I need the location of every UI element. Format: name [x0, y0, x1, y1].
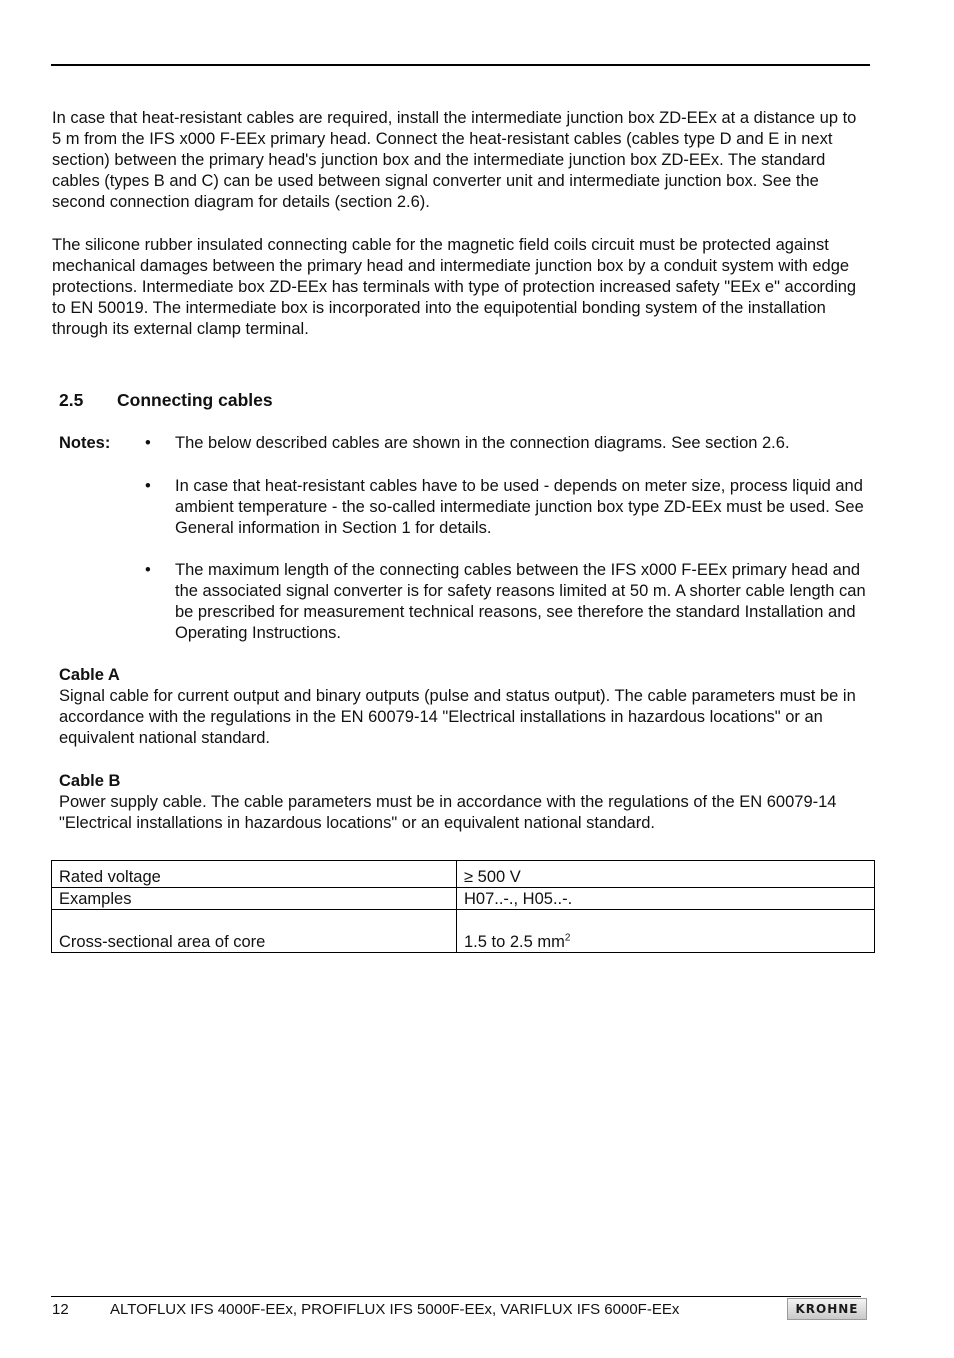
cable-a-title: Cable A	[59, 666, 120, 684]
cable-b-title: Cable B	[59, 772, 121, 790]
krohne-logo: KROHNE	[787, 1298, 867, 1320]
cable-b-spec-table	[51, 860, 875, 953]
spec-label: Examples	[52, 888, 457, 910]
footer-doc-title: ALTOFLUX IFS 4000F-EEx, PROFIFLUX IFS 5000F-EEx, VARIFLUX IFS 6000F-EEx	[110, 1301, 680, 1318]
bullet-icon: •	[145, 561, 151, 579]
header-rule	[51, 64, 870, 66]
cable-a-description: Signal cable for current output and binary outputs (pulse and status output). The cable parameters must be in accordance with the regulations in the EN 60079-14 "Electrical installations in hazardous locations" or an equivalent national standard.	[59, 687, 856, 747]
section-number: 2.5	[59, 390, 84, 410]
note-item	[145, 433, 870, 454]
spec-value: 1.5 to 2.5 $mm^2$	[457, 910, 875, 953]
bullet-icon: •	[145, 477, 151, 495]
page-number: 12	[52, 1301, 69, 1318]
superscript: 2	[564, 932, 571, 944]
intro-paragraph: In case that heat-resistant cables are required, install the intermediate junction box ZD-EEx at a distance up to 5 m from the IFS x000 F-EEx primary head. Connect the heat-resistant cables (cables type D and E in next section) between the primary head's junction box and the intermediate junction box ZD-EEx. The standard cables (types B and C) can be used between signal converter unit and intermediate junction box. See the second connection diagram for details (section 2.6).	[52, 109, 857, 211]
notes-label: Notes:	[59, 434, 111, 452]
spec-label: Cross-sectional area of core	[52, 910, 457, 953]
note-text: The below described cables are shown in the connection diagrams. See section 2.6.	[175, 434, 790, 452]
cable-protection-paragraph: The silicone rubber insulated connecting cable for the magnetic field coils circuit must be protected against mechanical damages between the primary head and intermediate junction box by a conduit system with edge protections. Intermediate box ZD-EEx has terminals with type of protection increased safety "EEx e" according to EN 50019. The intermediate box is incorporated into the equipotential bonding system of the installation through its external clamp terminal.	[52, 236, 857, 338]
table-row	[52, 861, 875, 888]
table-row	[52, 888, 875, 910]
note-item	[145, 560, 870, 644]
section-heading	[59, 390, 273, 411]
bullet-icon: •	[145, 434, 151, 452]
section-title: Connecting cables	[117, 390, 273, 410]
spec-value: H07..-., H05..-.	[457, 888, 875, 910]
cable-b-description: Power supply cable. The cable parameters must be in accordance with the regulations of the EN 60079-14 "Electrical installations in hazardous locations" or an equivalent national standard.	[59, 793, 837, 832]
footer-rule	[51, 1296, 861, 1297]
table-row	[52, 910, 875, 953]
note-text: In case that heat-resistant cables have to be used - depends on meter size, process liquid and ambient temperature - the so-called intermediate junction box type ZD-EEx must be used. See General information in Section 1 for details.	[175, 477, 864, 537]
note-text: The maximum length of the connecting cables between the IFS x000 F-EEx primary head and the associated signal converter is for safety reasons limited at 50 m. A shorter cable length can be prescribed for measurement technical reasons, see therefore the standard Installation and Operating Instructions.	[175, 561, 866, 642]
note-item	[145, 476, 870, 539]
spec-label: Rated voltage	[52, 861, 457, 888]
spec-value: ≥ 500 V	[457, 861, 875, 888]
